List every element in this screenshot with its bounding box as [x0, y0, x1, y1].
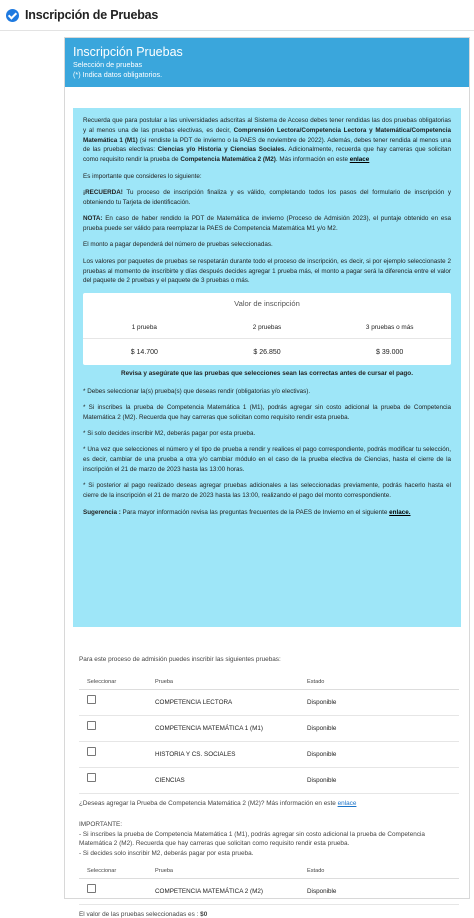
col-test: Prueba [155, 867, 174, 874]
test-name: COMPETENCIA MATEMÁTICA 2 (M2) [155, 888, 263, 895]
total-value: $0 [200, 911, 208, 918]
registration-card [64, 37, 470, 918]
info-bullet-modify: * Una vez que selecciones el número y el tipo de prueba a rendir y realices el pago correspondiente, podrás modificar tu selección, es decir, cambiar de una prueba a otra y/o cambiar módulo en el caso de la prueba electiva de Ciencias, hasta el cierre de la inscripción el 21 de marzo de 2023 hasta las 13:00 horas. [83, 446, 451, 474]
m2-note-1: - Si inscribes la prueba de Competencia Matemática 1 (M1), podrás agregar sin costo adicional la prueba de Competencia Matemática 2 (M2). Recuerda que hay carreras que solicitan como requisito rendir esta prueba. [79, 830, 425, 847]
test-status: Disponible [307, 888, 337, 895]
page-title: Inscripción de Pruebas [25, 8, 159, 22]
info-paragraph-reminder [83, 188, 451, 208]
price-table-values [83, 348, 451, 358]
table-row [79, 690, 459, 716]
price-table-title: Valor de inscripción [234, 298, 300, 308]
info-bullet-m1: * Si inscribes la prueba de Competencia Matemática 1 (M1), podrás agregar sin costo adicional la prueba de Competencia Matemática 2 (M2). Recuerda que hay carreras que solicitan como requisito rendir esta prueba. [83, 403, 451, 421]
table-row [79, 879, 459, 905]
price-table [83, 293, 451, 365]
info-text-bold: Competencia Matemática 2 (M2) [180, 156, 276, 164]
m2-important-label: IMPORTANTE: [79, 821, 123, 828]
info-bullet-m2: * Si solo decides inscribir M2, deberás pagar por esta prueba. [83, 430, 256, 438]
tests-intro: Para este proceso de admisión puedes inscribir las siguientes pruebas: [79, 656, 281, 663]
header-divider [0, 30, 474, 31]
select-checkbox-m1[interactable] [87, 721, 96, 730]
test-name: CIENCIAS [155, 777, 185, 784]
suggestion-label: Sugerencia : [83, 508, 121, 516]
m2-question-text: ¿Deseas agregar la Prueba de Competencia Matemática 2 (M2)? Más información en este [79, 800, 338, 807]
test-status: Disponible [307, 699, 337, 706]
total-line [79, 911, 459, 918]
info-text: Para mayor información revisa las preguntas frecuentes de la PAES de Invierno en el siguiente [120, 508, 390, 516]
test-status: Disponible [307, 725, 337, 732]
price-value-2: $ 26.850 [253, 348, 281, 356]
page-header [0, 0, 474, 30]
info-text: En caso de haber rendido la PDT de Matemática de invierno (Proceso de Admisión 2023), el puntaje obtenido en esa prueba puede ser válido para reemplazar la PAES de Competencia Matemática M1 y/o M2. [83, 215, 451, 232]
tests-section [79, 656, 459, 918]
info-paragraph-requirements [83, 116, 451, 165]
info-panel [73, 108, 461, 627]
info-text: . Más información en este [275, 156, 350, 164]
table-row [79, 768, 459, 794]
tests-table-header [79, 674, 459, 690]
card-subtitle: Selección de pruebas [73, 60, 143, 69]
check-reminder: Revisa y asegúrate que las pruebas que selecciones sean las correctas antes de cursar el pago. [121, 369, 413, 377]
m2-note-2: - Si decides solo inscribir M2, deberás pagar por esta prueba. [79, 849, 254, 857]
info-text-bold: Comprensión Lectora/Competencia Lectora y Matemática/Competencia Matemática 1 (M1) [83, 126, 451, 144]
info-paragraph-note [83, 214, 451, 234]
test-name: COMPETENCIA LECTORA [155, 699, 233, 706]
info-text-bold: Ciencias y/o Historia y Ciencias Sociales. [157, 146, 287, 154]
m2-question [79, 800, 459, 814]
table-row [79, 742, 459, 768]
info-text: (si rendiste la PDT de invierno o la PAES de noviembre de 2022). Además, debes tener rendida al menos una de las pruebas electivas: [83, 136, 451, 154]
select-checkbox-lectora[interactable] [87, 695, 96, 704]
test-name: COMPETENCIA MATEMÁTICA 1 (M1) [155, 725, 263, 732]
price-table-divider [83, 338, 451, 339]
info-bullet-add: * Si posterior al pago realizado deseas agregar pruebas adicionales a las seleccionadas previamente, podrás hacerlo hasta el cierre de la inscripción el 21 de marzo de 2023 hasta las 13:00, realizando el pago del monto correspondiente. [83, 482, 451, 500]
col-test: Prueba [155, 678, 174, 685]
price-value-1: $ 14.700 [130, 348, 158, 356]
table-row [79, 716, 459, 742]
col-select: Seleccionar [87, 678, 117, 685]
info-text: Adicionalmente, recuerda que hay carreras que solicitan como requisito rendir la prueba de [83, 146, 451, 164]
reminder-label: ¡RECUERDA! [83, 188, 123, 196]
info-text: Recuerda que para postular a las universidades adscritas al Sistema de Acceso debes tener rendidas las dos pruebas obligatorias y al menos una de las pruebas electivas, es decir, [83, 117, 451, 134]
select-checkbox-ciencias[interactable] [87, 773, 96, 782]
more-info-link[interactable]: enlace [349, 156, 370, 164]
info-paragraph-important: Es importante que consideres lo siguiente: [83, 172, 202, 180]
select-checkbox-historia[interactable] [87, 747, 96, 756]
info-text: Tu proceso de inscripción finaliza y es válido, completando todos los pasos del formulario de inscripción y obteniendo tu Tarjeta de identificación. [83, 188, 451, 206]
price-table-header [83, 323, 451, 333]
price-header-3: 3 pruebas o más [365, 323, 414, 331]
info-bullet-select: * Debes seleccionar la(s) prueba(s) que deseas rendir (obligatorias y/o electivas). [83, 387, 311, 395]
check-circle-icon [6, 9, 19, 22]
test-name: HISTORIA Y CS. SOCIALES [155, 751, 236, 758]
col-status: Estado [307, 867, 325, 874]
info-suggestion [83, 508, 451, 518]
m2-info-link[interactable]: enlace [337, 800, 357, 807]
select-checkbox-m2[interactable] [87, 884, 96, 893]
price-value-3: $ 39.000 [376, 348, 404, 356]
faq-link[interactable]: enlace. [389, 508, 411, 516]
col-select: Seleccionar [87, 867, 117, 874]
test-status: Disponible [307, 751, 337, 758]
m2-table-header [79, 863, 459, 879]
card-title: Inscripción Pruebas [73, 45, 183, 59]
total-label: El valor de las pruebas seleccionadas es : [79, 911, 201, 918]
note-label: NOTA: [83, 215, 103, 223]
price-header-1: 1 prueba [131, 323, 157, 331]
info-paragraph-packages: Los valores por paquetes de pruebas se respetarán durante todo el proceso de inscripción, es decir, si por ejemplo seleccionaste 2 pruebas al momento de inscribirte y días después decides agregar 1 prueba más, el monto a pagar será la diferencia entre el valor del paquete de 2 pruebas y el paquete de 3 pruebas o más. [83, 257, 451, 285]
test-status: Disponible [307, 777, 337, 784]
info-paragraph-amount: El monto a pagar dependerá del número de pruebas seleccionadas. [83, 241, 273, 249]
required-note: (*) Indica datos obligatorios. [73, 70, 163, 79]
card-header [65, 38, 469, 87]
col-status: Estado [307, 678, 325, 685]
price-header-2: 2 pruebas [252, 323, 282, 331]
